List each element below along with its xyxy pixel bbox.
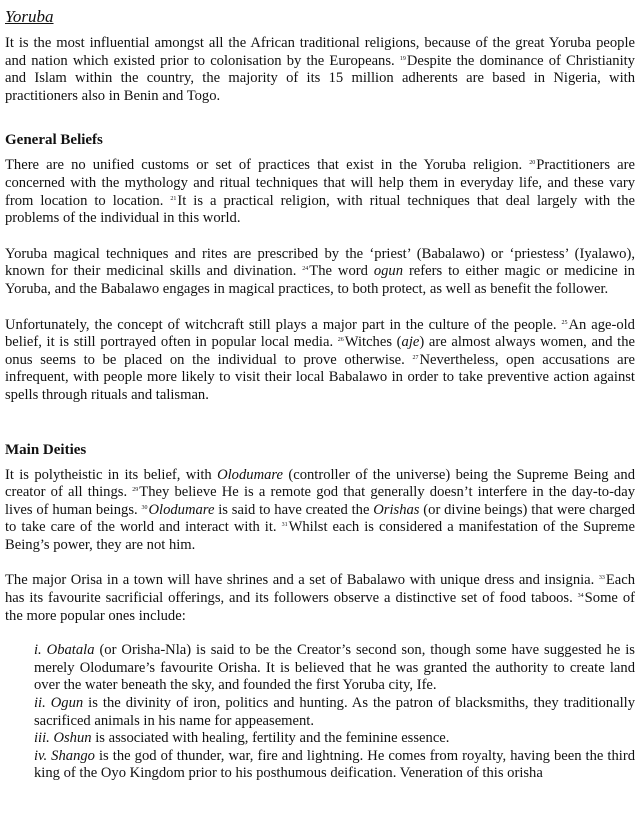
footnote-ref-27[interactable]: 27 <box>412 354 419 361</box>
footnote-ref-21[interactable]: 21 <box>170 195 177 202</box>
orisa-number: iv. <box>34 747 48 764</box>
orisa-number: ii. <box>34 695 46 712</box>
deities-p1-sentence-1b: (controller of the universe) being the Supreme Being and creator of all things. <box>5 466 635 501</box>
footnote-ref-31[interactable]: 31 <box>281 522 288 529</box>
deities-p2-sentence-3: Some of the more popular ones include: <box>5 590 635 624</box>
orisa-list-item <box>34 642 635 695</box>
orisa-number: i. <box>34 642 42 659</box>
deities-p1-sentence-4: Whilst each is considered a manifestation of the Supreme Being’s power, they are not him. <box>5 519 635 553</box>
term-orishas: Orishas <box>373 501 420 518</box>
beliefs-p1-sentence-3: It is a practical religion, with ritual techniques that deal largely with the problems of the individual in this world. <box>5 192 635 227</box>
footnote-ref-20[interactable]: 20 <box>529 160 536 167</box>
footnote-ref-29[interactable]: 29 <box>132 487 139 494</box>
term-olodumare-2: Olodumare <box>148 501 215 518</box>
deities-p1-sentence-3b: (or divine beings) that were charged to take care of the world and interact with it. <box>5 501 636 536</box>
deities-paragraph-2 <box>5 572 635 625</box>
document-page <box>0 7 638 782</box>
beliefs-p3-sentence-4: Nevertheless, open accusations are infrequent, with people more likely to visit their local Babalawo in order to take preventive action against spells through rituals and talisman. <box>5 351 635 403</box>
deities-p1-sentence-1a: It is polytheistic in its belief, with <box>5 466 218 483</box>
beliefs-paragraph-1 <box>5 157 635 227</box>
deities-paragraph-1 <box>5 467 635 555</box>
heading-main-deities: Main Deities <box>5 441 87 458</box>
orisa-name: Shango <box>51 747 95 764</box>
orisa-list-item <box>34 748 635 782</box>
orisa-list-item <box>34 695 635 730</box>
term-aje: aje <box>401 334 420 351</box>
orisa-description: is associated with healing, fertility and the feminine essence. <box>91 730 450 747</box>
orisa-number: iii. <box>34 730 50 747</box>
intro-paragraph <box>5 35 635 105</box>
deities-p2-sentence-1: The major Orisa in a town will have shrines and a set of Babalawo with unique dress and insignia. <box>5 572 595 589</box>
beliefs-p1-sentence-2: Practitioners are concerned with the mythology and ritual techniques that will help them in everyday life, and these vary from location to location. <box>5 157 635 209</box>
beliefs-p3-sentence-3b: ) are almost always women, and the onus seems to be placed on the individual to prove otherwise. <box>5 334 636 368</box>
footnote-ref-33[interactable]: 33 <box>598 575 605 582</box>
orisa-description: is the divinity of iron, politics and hunting. As the patron of blacksmiths, they traditionally sacrificed animals in his name for appeasement. <box>34 695 635 729</box>
orisa-name: Obatala <box>46 642 95 659</box>
footnote-ref-34[interactable]: 34 <box>577 593 584 600</box>
orisa-name: Ogun <box>50 695 84 712</box>
footnote-ref-25[interactable]: 25 <box>561 319 568 326</box>
orisa-name: Oshun <box>53 730 92 747</box>
deities-p2-sentence-2: Each has its favourite sacrificial offerings, and its followers observe a distinctive set of food taboos. <box>5 572 635 607</box>
beliefs-p3-sentence-3a: Witches ( <box>344 334 402 351</box>
deities-p1-sentence-3a: is said to have created the <box>214 501 374 518</box>
footnote-ref-30[interactable]: 30 <box>141 504 148 511</box>
beliefs-p2-sentence-1: Yoruba magical techniques and rites are prescribed by the ‘priest’ (Babalawo) or ‘priestess’ (Iyalawo), known for their medicinal skills and divination. <box>5 245 635 280</box>
beliefs-p3-sentence-2: An age-old belief, it is still portrayed often in popular local media. <box>5 316 635 351</box>
footnote-ref-19[interactable]: 19 <box>399 55 406 62</box>
intro-sentence-1: It is the most influential amongst all the African traditional religions, because of the great Yoruba people and nation which existed prior to colonisation by the Europeans. <box>5 35 635 69</box>
orisa-description: is the god of thunder, war, fire and lightning. He comes from royalty, having been the third king of the Oyo Kingdom prior to his posthumous deification. Veneration of this orisha <box>34 747 635 782</box>
intro-sentence-2: Despite the dominance of Christianity and Islam within the country, the majority of its 15 million adherents are based in Nigeria, with practitioners also in Benin and Togo. <box>5 52 635 104</box>
orisa-list-item <box>34 730 635 748</box>
document-title: Yoruba <box>5 7 54 26</box>
beliefs-paragraph-3 <box>5 317 635 405</box>
beliefs-p3-sentence-1: Unfortunately, the concept of witchcraft still plays a major part in the culture of the people. <box>5 316 557 333</box>
orisa-list <box>5 642 635 782</box>
footnote-ref-26[interactable]: 26 <box>337 337 344 344</box>
beliefs-p1-sentence-1: There are no unified customs or set of practices that exist in the Yoruba religion. <box>5 157 523 174</box>
heading-general-beliefs: General Beliefs <box>5 132 103 149</box>
beliefs-paragraph-2 <box>5 246 635 299</box>
beliefs-p2-sentence-2a: The word <box>309 263 374 280</box>
term-ogun: ogun <box>373 263 404 280</box>
orisa-description: (or Orisha-Nla) is said to be the Creator’s second son, though some have suggested he is merely Olodumare’s favourite Orisha. It is believed that he was granted the authority to create land over the water beneath the sky, and founded the first Yoruba city, Ife. <box>34 642 635 694</box>
deities-p1-sentence-2: They believe He is a remote god that generally doesn’t interfere in the day-to-day lives of human beings. <box>5 484 636 518</box>
footnote-ref-24[interactable]: 24 <box>302 266 309 273</box>
term-olodumare: Olodumare <box>217 466 284 483</box>
beliefs-p2-sentence-2b: refers to either magic or medicine in Yoruba, and the Babalawo engages in magical practices, to both protect, as well as benefit the follower. <box>5 263 635 297</box>
